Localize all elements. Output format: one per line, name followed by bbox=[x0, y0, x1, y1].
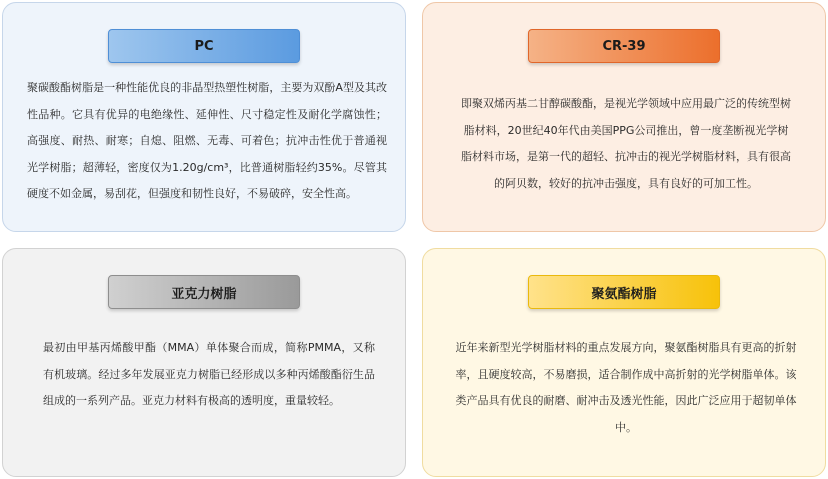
card-title-cr39: CR-39 bbox=[528, 29, 720, 63]
card-description-pc: 聚碳酸酯树脂是一种性能优良的非晶型热塑性树脂，主要为双酚A型及其改性品种。它具有优异的电绝缘性、延伸性、尺寸稳定性及耐化学腐蚀性；高强度、耐热、耐寒；自熄、阻燃、无毒、可着色；抗冲击性优于普通视光学树脂；超薄轻，密度仅为1.20g/cm³，比普通树脂轻约35%。尽管其硬度不如金属，易刮花，但强度和韧性良好，不易破碎，安全性高。 bbox=[27, 81, 387, 200]
card-title-pc: PC bbox=[108, 29, 300, 63]
card-description-acrylic: 最初由甲基丙烯酸甲酯（MMA）单体聚合而成，简称PMMA，又称有机玻璃。经过多年发展亚克力树脂已经形成以多种丙烯酸酯衍生品组成的一系列产品。亚克力材料有极高的透明度，重量较轻。 bbox=[43, 341, 375, 407]
card-polyurethane bbox=[422, 248, 826, 477]
card-title-polyurethane: 聚氨酯树脂 bbox=[528, 275, 720, 309]
card-acrylic bbox=[2, 248, 406, 477]
card-title-acrylic: 亚克力树脂 bbox=[108, 275, 300, 309]
card-pc bbox=[2, 2, 406, 232]
card-description-cr39: 即聚双烯丙基二甘醇碳酸酯，是视光学领域中应用最广泛的传统型树脂材料，20世纪40年代由美国PPG公司推出，曾一度垄断视光学树脂材料市场，是第一代的超轻、抗冲击的视光学树脂材料，具有很高的阿贝数，较好的抗冲击强度，具有良好的可加工性。 bbox=[461, 97, 791, 190]
card-cr39 bbox=[422, 2, 826, 232]
card-description-polyurethane: 近年来新型光学树脂材料的重点发展方向，聚氨酯树脂具有更高的折射率，且硬度较高，不易磨损，适合制作成中高折射的光学树脂单体。该类产品具有优良的耐磨、耐冲击及透光性能，因此广泛应用于超韧单体中。 bbox=[455, 341, 797, 434]
